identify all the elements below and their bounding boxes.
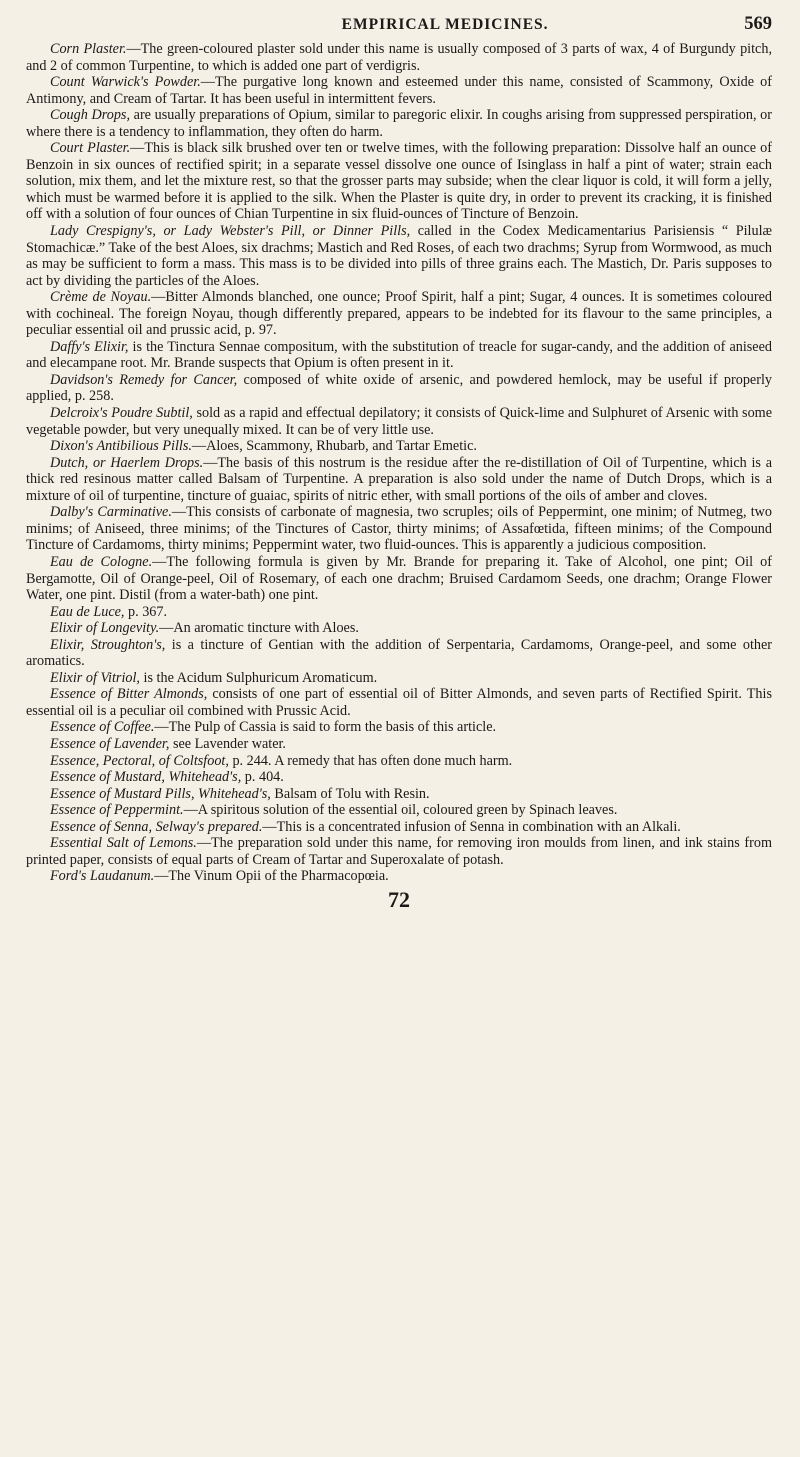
- entry-text: —The following formula is given by Mr. Brande for preparing it. Take of Alcohol, one pint; Oil of Bergamotte, Oil of Orange-peel, Oil of Rosemary, of each one drachm; Bruised Cardamom Seeds, one drachm; Orange Flower Water, one pint. Distil (from a water-bath) one pint.: [26, 553, 772, 604]
- entry-text: p. 404.: [241, 769, 284, 786]
- entry-text: see Lavender water.: [169, 735, 286, 752]
- dictionary-entry: [26, 289, 772, 339]
- entry-text: —A spiritous solution of the essential oil, coloured green by Spinach leaves.: [183, 802, 618, 819]
- entry-term: Essence of Coffee.: [50, 719, 155, 736]
- page-number: 569: [744, 14, 772, 34]
- entry-term: Essential Salt of Lemons.: [50, 835, 197, 852]
- entry-text: —An aromatic tincture with Aloes.: [159, 620, 359, 637]
- dictionary-entry: [26, 223, 772, 289]
- entry-term: Elixir of Longevity.: [50, 620, 160, 637]
- signature-mark: 72: [388, 886, 410, 912]
- entry-text: is a tincture of Gentian with the addition of Serpentaria, Cardamoms, Orange-peel, and some other aromatics.: [26, 636, 773, 670]
- entry-text: —Aloes, Scammony, Rhubarb, and Tartar Emetic.: [191, 438, 477, 455]
- entry-text: Balsam of Tolu with Resin.: [270, 785, 430, 802]
- entry-term: Dutch, or Haerlem Drops.: [50, 454, 204, 471]
- entry-term: Delcroix's Poudre Subtil,: [50, 405, 193, 422]
- entry-text: sold as a rapid and effectual depilatory; it consists of Quick-lime and Sulphuret of Arsenic with some vegetable powder, but very unequally mixed. It can be of very little use.: [26, 405, 772, 438]
- entry-text: is the Tinctura Sennae compositum, with the substitution of treacle for sugar-candy, and the addition of aniseed and elecampane root. Mr. Brande suspects that Opium is often present in it.: [26, 338, 772, 372]
- entry-term: Davidson's Remedy for Cancer,: [50, 371, 238, 388]
- dictionary-entry: [26, 504, 772, 554]
- dictionary-entry: [26, 637, 772, 670]
- dictionary-entry: [26, 372, 772, 405]
- entry-text: —This is a concentrated infusion of Senna in combination with an Alkali.: [262, 818, 681, 835]
- dictionary-entry: [26, 802, 772, 819]
- entry-term: Essence of Mustard, Whitehead's,: [50, 769, 242, 786]
- running-title: EMPIRICAL MEDICINES.: [341, 16, 549, 33]
- entry-text: —The purgative long known and esteemed under this name, consisted of Scammony, Oxide of Antimony, and Cream of Tartar. It has been useful in intermittent fevers.: [26, 74, 772, 107]
- entry-text: —Bitter Almonds blanched, one ounce; Proof Spirit, half a pint; Sugar, 4 ounces. It is sometimes coloured with cochineal. The foreign Noyau, though differently prepared, appears to be indebted for its flavour to the same principles, a peculiar essential oil and prussic acid, p. 97.: [26, 289, 772, 339]
- entry-term: Elixir of Vitriol,: [50, 669, 140, 686]
- dictionary-entry: [26, 835, 772, 868]
- entry-term: Corn Plaster.: [50, 41, 127, 57]
- entry-term: Essence, Pectoral, of Coltsfoot,: [50, 752, 229, 769]
- dictionary-entry: [26, 769, 772, 786]
- entry-term: Essence of Mustard Pills, Whitehead's,: [50, 785, 271, 802]
- entry-text: —The green-coloured plaster sold under this name is usually composed of 3 parts of wax, 4 of Burgundy pitch, and 2 of common Turpentine, to which is added one part of verdigris.: [26, 41, 772, 74]
- entry-term: Elixir, Stroughton's,: [50, 636, 166, 653]
- dictionary-entry: [26, 140, 772, 223]
- entry-list: [26, 41, 772, 885]
- entry-term: Ford's Laudanum.: [50, 868, 155, 885]
- entry-term: Dalby's Carminative.: [50, 504, 172, 521]
- dictionary-entry: [26, 107, 772, 140]
- entry-term: Count Warwick's Powder.: [50, 74, 201, 91]
- dictionary-entry: [26, 74, 772, 107]
- dictionary-entry: [26, 554, 772, 604]
- entry-term: Eau de Cologne.: [50, 553, 153, 570]
- entry-term: Essence of Senna, Selway's prepared.: [50, 818, 263, 835]
- dictionary-entry: [26, 686, 772, 719]
- entry-text: —This is black silk brushed over ten or twelve times, with the following preparation: Dissolve half an ounce of Benzoin in six ounces of rectified spirit; in a separate vessel dissolve one ounce of Isinglass in half a pint of water; strain each solution, mix them, and let the mixture rest, so that the grosser parts may subside; when the clear liquor is cold, it will form a jelly, which must be warmed before it is applied to the silk. When the Plaster is quite dry, in order to prevent its cracking, it is finished off with a solution of four ounces of Chian Turpentine in six fluid-ounces of Tincture of Benzoin.: [26, 140, 772, 223]
- entry-term: Eau de Luce,: [50, 603, 125, 620]
- entry-text: —The Pulp of Cassia is said to form the basis of this article.: [154, 719, 497, 736]
- dictionary-entry: [26, 868, 772, 885]
- entry-term: Court Plaster.: [50, 140, 131, 157]
- entry-text: p. 244. A remedy that has often done much harm.: [228, 752, 513, 769]
- dictionary-entry: [26, 670, 772, 687]
- entry-text: —The basis of this nostrum is the residue after the re-distillation of Oil of Turpentine, which is a thick red resinous matter called Balsam of Turpentine. A preparation is also sold under the name of Dutch Drops, which is a mixture of oil of turpentine, tincture of guaiac, spirits of nitric ether, with small portions of the oils of amber and cloves.: [26, 454, 772, 504]
- entry-term: Crème de Noyau.: [50, 289, 152, 306]
- dictionary-entry: [26, 405, 772, 438]
- dictionary-entry: [26, 819, 772, 836]
- entry-term: Essence of Bitter Almonds,: [50, 686, 208, 703]
- entry-text: —This consists of carbonate of magnesia, two scruples; oils of Peppermint, one minim; of Nutmeg, two minims; of Aniseed, three minims; of the Tinctures of Castor, thirty minims; of Assafœtida, fifteen minims; of the Compound Tincture of Cardamoms, thirty minims; Peppermint water, two fluid-ounces. This is apparently a judicious composition.: [26, 504, 772, 554]
- entry-text: consists of one part of essential oil of Bitter Almonds, and seven parts of Rectified Spirit. This essential oil is a peculiar oil combined with Prussic Acid.: [26, 686, 772, 719]
- entry-term: Essence of Lavender,: [50, 735, 170, 752]
- running-head: [26, 14, 772, 35]
- entry-text: called in the Codex Medicamentarius Parisiensis “ Pilulæ Stomachicæ.” Take of the best Aloes, six drachms; Mastich and Red Roses, of each two drachms; Syrup from Wormwood, as much as may be sufficient to form a mass. This mass is to be divided into pills of three grains each. The Mastich, Dr. Paris supposes to act by dividing the particles of the Aloes.: [26, 223, 772, 289]
- dictionary-entry: [26, 339, 772, 372]
- dictionary-entry: [26, 455, 772, 505]
- dictionary-entry: [26, 719, 772, 736]
- entry-term: Essence of Peppermint.: [50, 802, 184, 819]
- entry-term: Lady Crespigny's, or Lady Webster's Pill, or Dinner Pills,: [50, 223, 411, 240]
- dictionary-entry: [26, 736, 772, 753]
- entry-term: Dixon's Antibilious Pills.: [50, 438, 192, 455]
- entry-text: —The Vinum Opii of the Pharmacopœia.: [154, 868, 389, 885]
- entry-text: are usually preparations of Opium, similar to paregoric elixir. In coughs arising from suppressed perspiration, or where there is a tendency to inflammation, they often do harm.: [26, 107, 772, 140]
- dictionary-entry: [26, 753, 772, 770]
- entry-text: —The preparation sold under this name, for removing iron moulds from linen, and ink stains from printed paper, consists of equal parts of Cream of Tartar and Superoxalate of potash.: [26, 835, 772, 868]
- entry-term: Daffy's Elixir,: [50, 338, 129, 355]
- dictionary-entry: [26, 41, 772, 74]
- dictionary-entry: [26, 604, 772, 621]
- dictionary-entry: [26, 786, 772, 803]
- dictionary-entry: [26, 620, 772, 637]
- entry-text: p. 367.: [124, 603, 168, 620]
- dictionary-entry: [26, 438, 772, 455]
- entry-text: is the Acidum Sulphuricum Aromaticum.: [139, 669, 378, 686]
- entry-text: composed of white oxide of arsenic, and powdered hemlock, may be useful if properly applied, p. 258.: [26, 371, 772, 405]
- entry-term: Cough Drops,: [50, 107, 130, 124]
